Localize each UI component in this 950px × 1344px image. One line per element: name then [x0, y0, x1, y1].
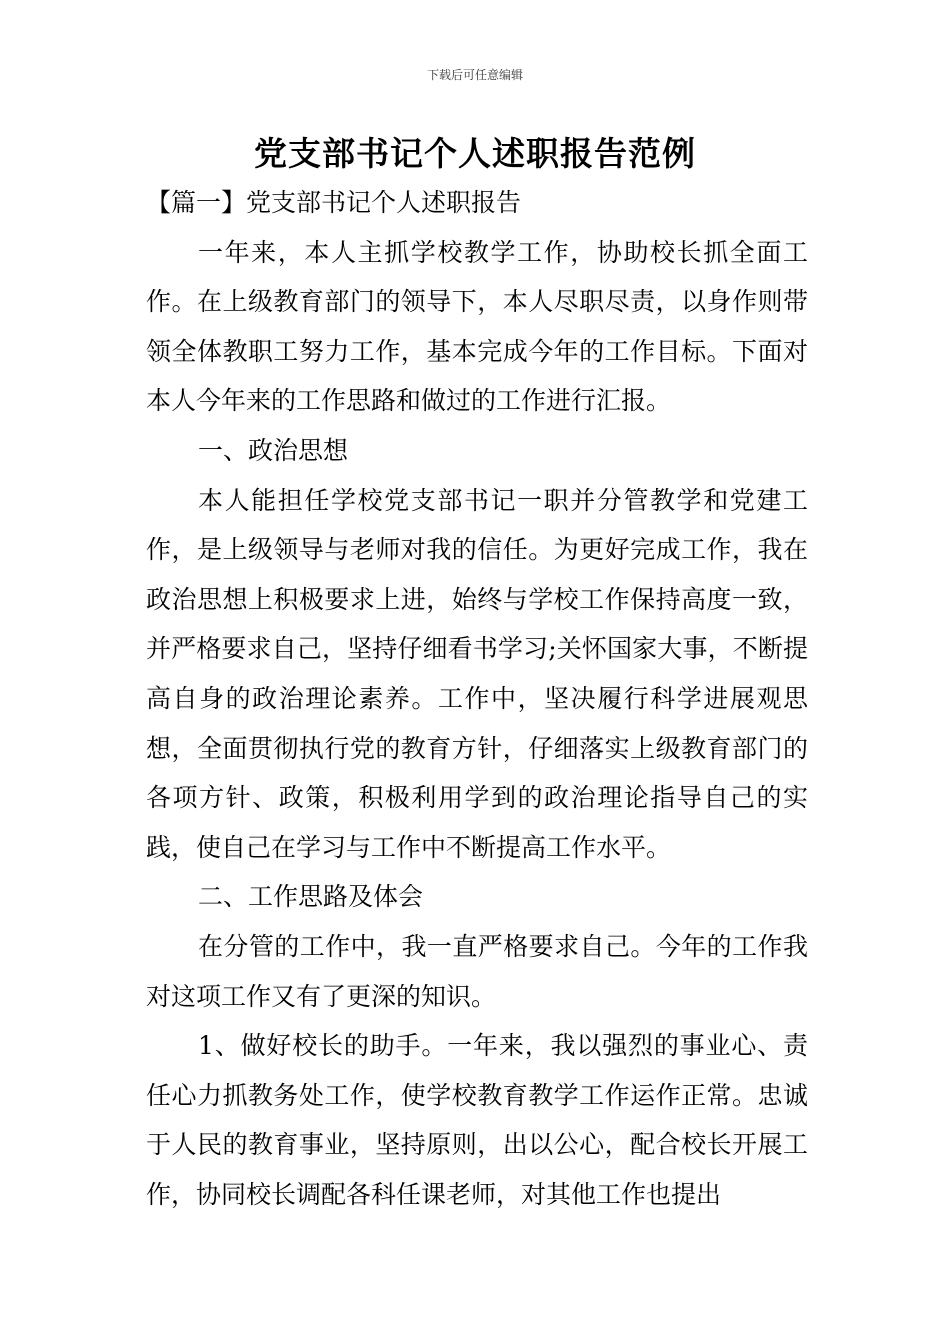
intro-paragraph: 一年来，本人主抓学校教学工作，协助校长抓全面工作。在上级教育部门的领导下，本人尽职尽责，以身作则带领全体教职工努力工作，基本完成今年的工作目标。下面对本人今年来的工作思路和做过的工作进行汇报。 [146, 237, 808, 416]
work-paragraph: 在分管的工作中，我一直严格要求自己。今年的工作我对这项工作又有了更深的知识。 [146, 931, 808, 1011]
header-note: 下载后可任意编辑 [426, 68, 523, 82]
section-heading-political: 一、政治思想 [198, 435, 349, 465]
document-title: 党支部书记个人述职报告范例 [254, 134, 696, 173]
assistant-paragraph: 1、做好校长的助手。一年来，我以强烈的事业心、责任心力抓教务处工作，使学校教育教学工作运作正常。忠诚于人民的教育事业，坚持原则，出以公心，配合校长开展工作，协同校长调配各科任课老师，对其他工作也提出 [146, 1031, 808, 1209]
section-heading-work: 二、工作思路及体会 [198, 882, 424, 912]
section-subtitle: 【篇一】党支部书记个人述职报告 [146, 188, 522, 217]
political-paragraph: 本人能担任学校党支部书记一职并分管教学和党建工作，是上级领导与老师对我的信任。为更好完成工作，我在政治思想上积极要求上进，始终与学校工作保持高度一致，并严格要求自己，坚持仔细看书学习;关怀国家大事，不断提高自身的政治理论素养。工作中，坚决履行科学进展观思想，全面贯彻执行党的教育方针，仔细落实上级教育部门的各项方针、政策，积极利用学到的政治理论指导自己的实践，使自己在学习与工作中不断提高工作水平。 [146, 485, 808, 862]
document-body [146, 178, 808, 1219]
